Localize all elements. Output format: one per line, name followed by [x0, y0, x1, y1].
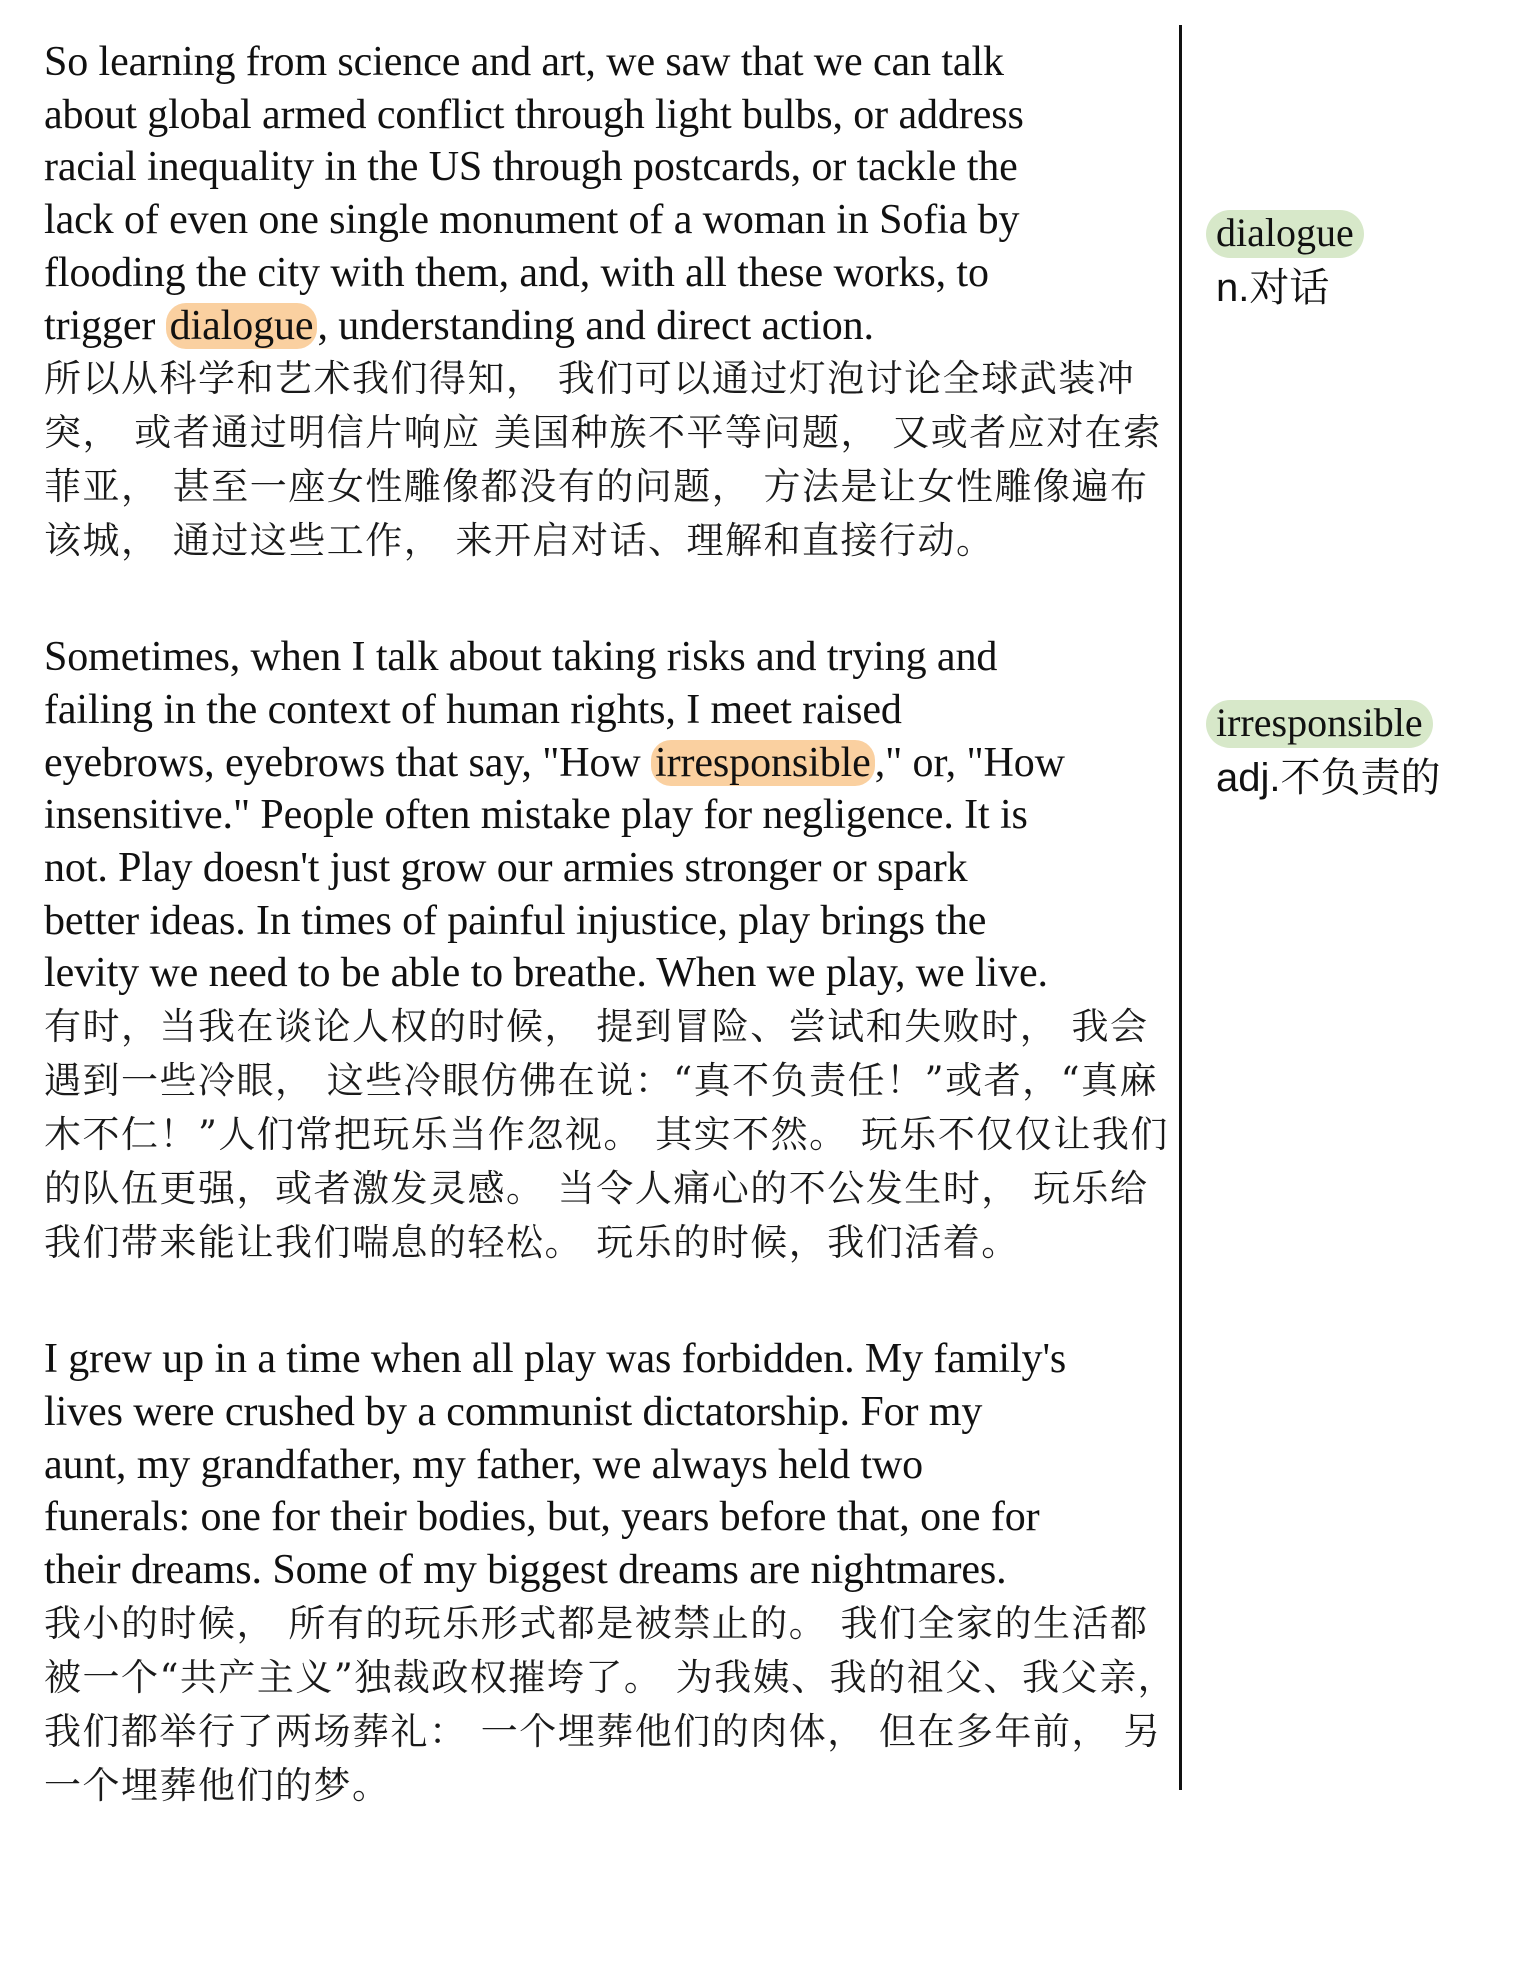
english-text-before: eyebrows, eyebrows that say, "How	[44, 739, 652, 786]
passage-3	[44, 1333, 1177, 1813]
glossary-word[interactable]: dialogue	[1206, 210, 1364, 258]
glossary-definition: adj.不负责的	[1216, 756, 1441, 800]
english-line: So learning from science and art, we saw that we can talk	[44, 39, 1004, 85]
chinese-line: 我们带来能让我们喘息的轻松。 玩乐的时候，我们活着。	[44, 1221, 1020, 1265]
chinese-line: 的队伍更强，或者激发灵感。 当令人痛心的不公发生时， 玩乐给	[44, 1167, 1149, 1211]
chinese-line: 所以从科学和艺术我们得知， 我们可以通过灯泡讨论全球武装冲	[44, 357, 1136, 401]
english-line: lives were crushed by a communist dictatorship. For my	[44, 1388, 983, 1435]
english-line: about global armed conflict through light bulbs, or address	[44, 91, 1024, 138]
chinese-line: 被一个“共产主义”独裁政权摧垮了。 为我姨、我的祖父、我父亲，	[44, 1655, 1177, 1699]
english-line: their dreams. Some of my biggest dreams are nightmares.	[44, 1546, 1007, 1593]
chinese-line: 我小的时候， 所有的玩乐形式都是被禁止的。 我们全家的生活都	[44, 1601, 1149, 1645]
column-divider	[1179, 25, 1182, 1790]
english-line: not. Play doesn't just grow our armies stronger or spark	[44, 845, 968, 892]
chinese-line: 该城， 通过这些工作， 来开启对话、理解和直接行动。	[44, 519, 995, 563]
chinese-line: 有时，当我在谈论人权的时候， 提到冒险、尝试和失败时， 我会	[44, 1005, 1149, 1049]
english-line: I grew up in a time when all play was forbidden. My family's	[44, 1336, 1067, 1383]
chinese-line: 突， 或者通过明信片响应 美国种族不平等问题， 又或者应对在索	[44, 411, 1162, 455]
glossary-entry-irresponsible	[1206, 700, 1441, 802]
english-line-with-highlight	[44, 300, 1174, 353]
english-line: insensitive." People often mistake play for negligence. It is	[44, 792, 1028, 839]
highlighted-word-irresponsible[interactable]: irresponsible	[651, 740, 875, 786]
glossary-definition: n.对话	[1216, 266, 1330, 310]
passage-2	[44, 631, 1174, 1270]
chinese-line: 我们都举行了两场葬礼： 一个埋葬他们的肉体， 但在多年前， 另	[44, 1709, 1162, 1753]
chinese-line: 一个埋葬他们的梦。	[44, 1763, 391, 1807]
english-text-after: ," or, "How	[874, 739, 1065, 786]
chinese-line: 遇到一些冷眼， 这些冷眼仿佛在说：“真不负责任！”或者，“真麻	[44, 1059, 1159, 1103]
passage-1	[44, 36, 1174, 568]
chinese-line: 木不仁！”人们常把玩乐当作忽视。 其实不然。 玩乐不仅仅让我们	[44, 1113, 1169, 1157]
english-text-before: trigger	[44, 302, 166, 349]
chinese-line: 菲亚， 甚至一座女性雕像都没有的问题， 方法是让女性雕像遍布	[44, 465, 1149, 509]
reading-column	[44, 36, 1177, 1876]
english-line: levity we need to be able to breathe. When we play, we live.	[44, 950, 1048, 997]
english-line: funerals: one for their bodies, but, years before that, one for	[44, 1494, 1040, 1541]
english-text-after: , understanding and direct action.	[317, 302, 874, 349]
english-line: aunt, my grandfather, my father, we always held two	[44, 1441, 924, 1488]
english-line: flooding the city with them, and, with all these works, to	[44, 249, 989, 296]
english-line: better ideas. In times of painful injustice, play brings the	[44, 897, 987, 944]
english-line: Sometimes, when I talk about taking risks and trying and	[44, 634, 998, 681]
glossary-entry-dialogue	[1206, 210, 1364, 312]
english-line: lack of even one single monument of a woman in Sofia by	[44, 197, 1020, 244]
glossary-word[interactable]: irresponsible	[1206, 700, 1433, 748]
english-line: racial inequality in the US through postcards, or tackle the	[44, 144, 1018, 191]
highlighted-word-dialogue[interactable]: dialogue	[166, 303, 318, 349]
english-line-with-highlight	[44, 737, 1174, 790]
english-line: failing in the context of human rights, I meet raised	[44, 686, 902, 733]
